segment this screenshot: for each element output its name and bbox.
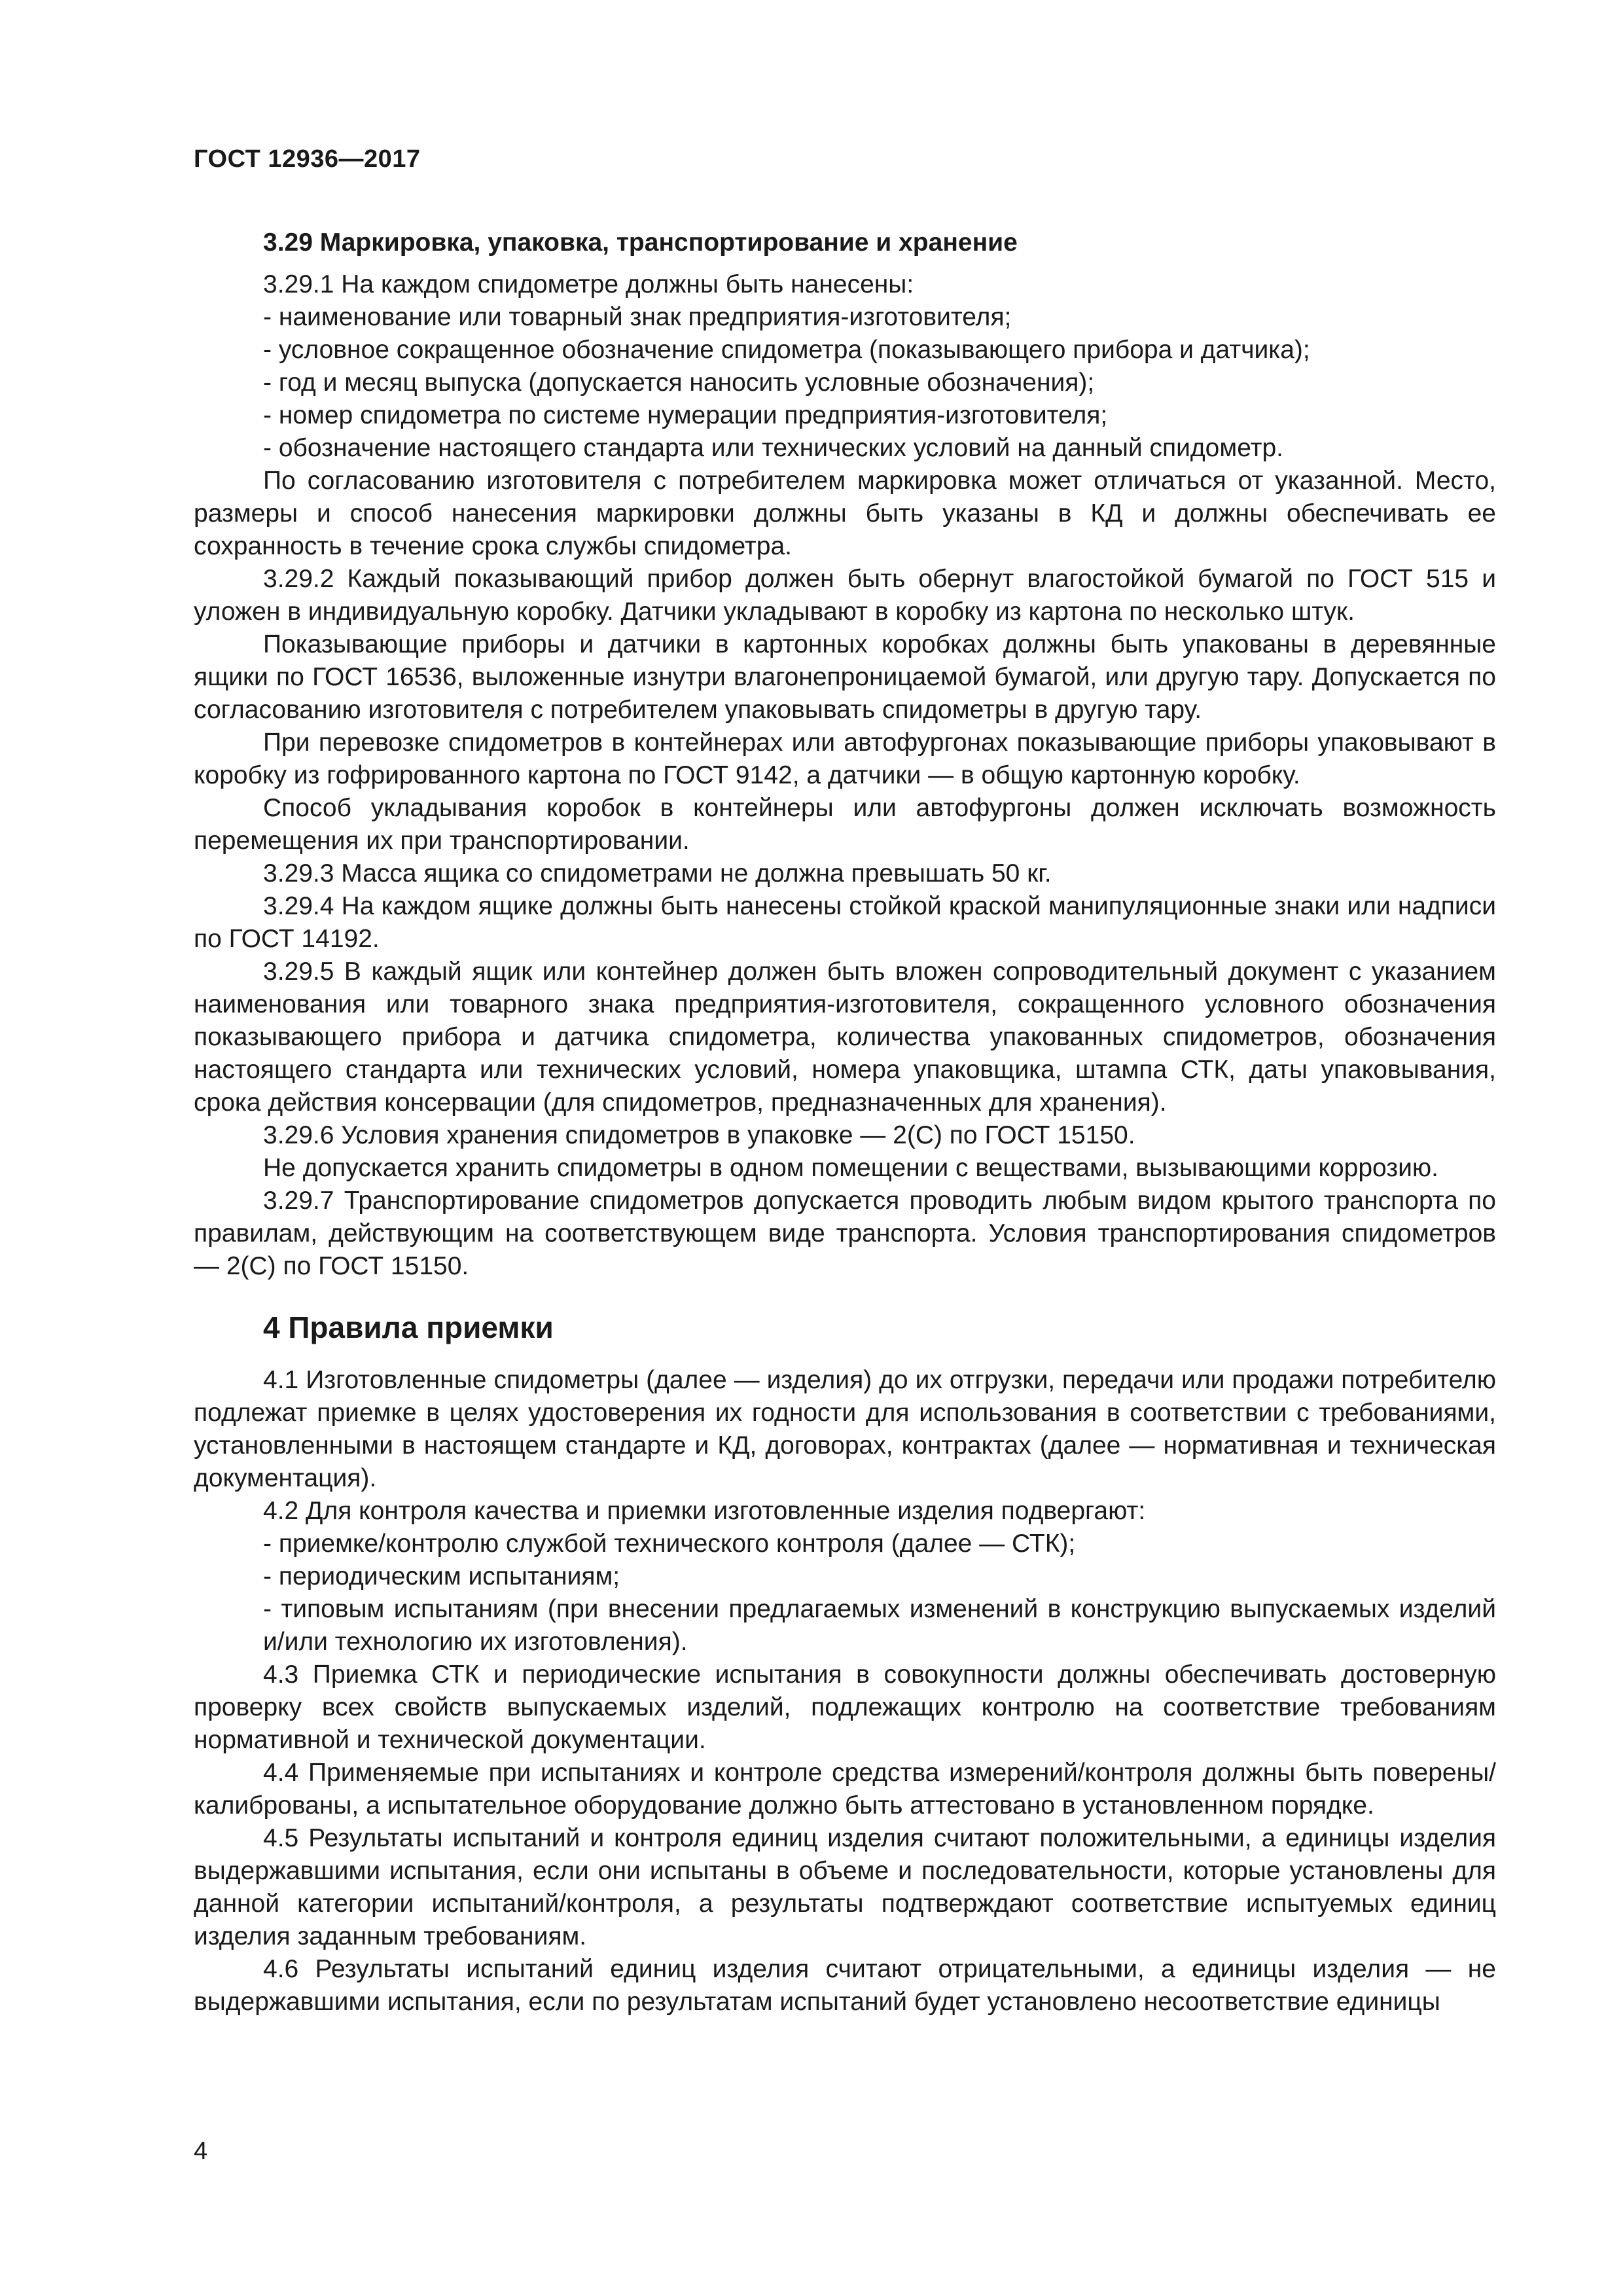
list-item: - периодическим испытаниям; <box>263 1562 620 1590</box>
paragraph: 3.29.2 Каждый показывающий прибор должен быть обернут влагостойкой бумагой по ГОСТ 515 и уложен в индивидуальную коробку. Датчики укладывают в коробку из картона по несколько штук. <box>194 565 1496 626</box>
section-heading-4: 4 Правила приемки <box>263 1310 554 1344</box>
list-item: - типовым испытаниям (при внесении предлагаемых изменений в конструкцию выпускаемых изделий и/или технологию их изготовления). <box>263 1595 1496 1656</box>
paragraph: Показывающие приборы и датчики в картонных коробках должны быть упакованы в деревянные ящики по ГОСТ 16536, выложенные изнутри влагонепроницаемой бумагой, или другую тару. Допускается по согласованию изготовителя с потребителем упаковывать спидометры в другую тару. <box>194 630 1496 724</box>
paragraph: 4.5 Результаты испытаний и контроля единиц изделия считают положительными, а единицы изделия выдержавшими испытания, если они испытаны в объеме и последовательности, которые установлены для данной категории испытаний/контроля, а результаты подтверждают соответствие испытуемых единиц изделия заданным требованиям. <box>194 1824 1496 1950</box>
paragraph: 3.29.3 Масса ящика со спидометрами не должна превышать 50 кг. <box>263 859 1052 888</box>
paragraph: 3.29.1 На каждом спидометре должны быть нанесены: <box>263 270 914 298</box>
page-number: 4 <box>194 2138 208 2165</box>
paragraph: 4.1 Изготовленные спидометры (далее — изделия) до их отгрузки, передачи или продажи потребителю подлежат приемке в целях удостоверения их годности для использования в соответствии с требованиями, установленными в настоящем стандарте и КД, договорах, контрактах (далее — нормативная и техническая документация). <box>194 1366 1496 1492</box>
paragraph: 4.4 Применяемые при испытаниях и контроле средства измерений/контроля должны быть поверены/калиброваны, а испытательное оборудование должно быть аттестовано в установленном порядке. <box>194 1759 1496 1820</box>
subsection-heading-3-29: 3.29 Маркировка, упаковка, транспортирование и хранение <box>263 228 1018 257</box>
paragraph: Способ укладывания коробок в контейнеры или автофургоны должен исключать возможность перемещения их при транспортировании. <box>194 794 1496 855</box>
paragraph: 4.3 Приемка СТК и периодические испытания в совокупности должны обеспечивать достоверную проверку всех свойств выпускаемых изделий, подлежащих контролю на соответствие требованиям нормативной и технической документации. <box>194 1660 1496 1754</box>
list-item: - приемке/контролю службой технического контроля (далее — СТК); <box>263 1530 1076 1558</box>
section-3-29-body <box>194 268 1496 1283</box>
list-item: - год и месяц выпуска (допускается наносить условные обозначения); <box>263 368 1095 397</box>
paragraph: По согласованию изготовителя с потребителем маркировка может отличаться от указанной. Место, размеры и способ нанесения маркировки должны быть указаны в КД и должны обеспечивать ее сохранность в течение срока службы спидометра. <box>194 467 1496 560</box>
page-content <box>194 226 1496 2018</box>
list-item: - номер спидометра по системе нумерации предприятия-изготовителя; <box>263 401 1108 429</box>
list-item: - условное сокращенное обозначение спидометра (показывающего прибора и датчика); <box>263 336 1310 364</box>
paragraph: 3.29.4 На каждом ящике должны быть нанесены стойкой краской манипуляционные знаки или надписи по ГОСТ 14192. <box>194 892 1496 953</box>
paragraph: Не допускается хранить спидометры в одном помещении с веществами, вызывающими коррозию. <box>263 1154 1439 1182</box>
paragraph: 4.2 Для контроля качества и приемки изготовленные изделия подвергают: <box>263 1497 1146 1525</box>
paragraph: 3.29.6 Условия хранения спидометров в упаковке — 2(С) по ГОСТ 15150. <box>263 1121 1135 1149</box>
list-item: - наименование или товарный знак предприятия-изготовителя; <box>263 303 1012 331</box>
section-4-body <box>194 1364 1496 2018</box>
paragraph: При перевозке спидометров в контейнерах или автофургонах показывающие приборы упаковывают в коробку из гофрированного картона по ГОСТ 9142, а датчики — в общую картонную коробку. <box>194 728 1496 789</box>
document-code-header: ГОСТ 12936—2017 <box>194 145 421 173</box>
paragraph: 3.29.7 Транспортирование спидометров допускается проводить любым видом крытого транспорта по правилам, действующим на соответствующем виде транспорта. Условия транспортирования спидометров — 2(С) по ГОСТ 15150. <box>194 1187 1496 1280</box>
paragraph: 4.6 Результаты испытаний единиц изделия считают отрицательными, а единицы изделия — не выдержавшими испытания, если по результатам испытаний будет установлено несоответствие единицы <box>194 1955 1496 2016</box>
list-item: - обозначение настоящего стандарта или технических условий на данный спидометр. <box>263 434 1283 462</box>
paragraph: 3.29.5 В каждый ящик или контейнер должен быть вложен сопроводительный документ с указанием наименования или товарного знака предприятия-изготовителя, сокращенного условного обозначения показывающего прибора и датчика спидометра, количества упакованных спидометров, обозначения настоящего стандарта или технических условий, номера упаковщика, штампа СТК, даты упаковывания, срока действия консервации (для спидометров, предназначенных для хранения). <box>194 958 1496 1117</box>
